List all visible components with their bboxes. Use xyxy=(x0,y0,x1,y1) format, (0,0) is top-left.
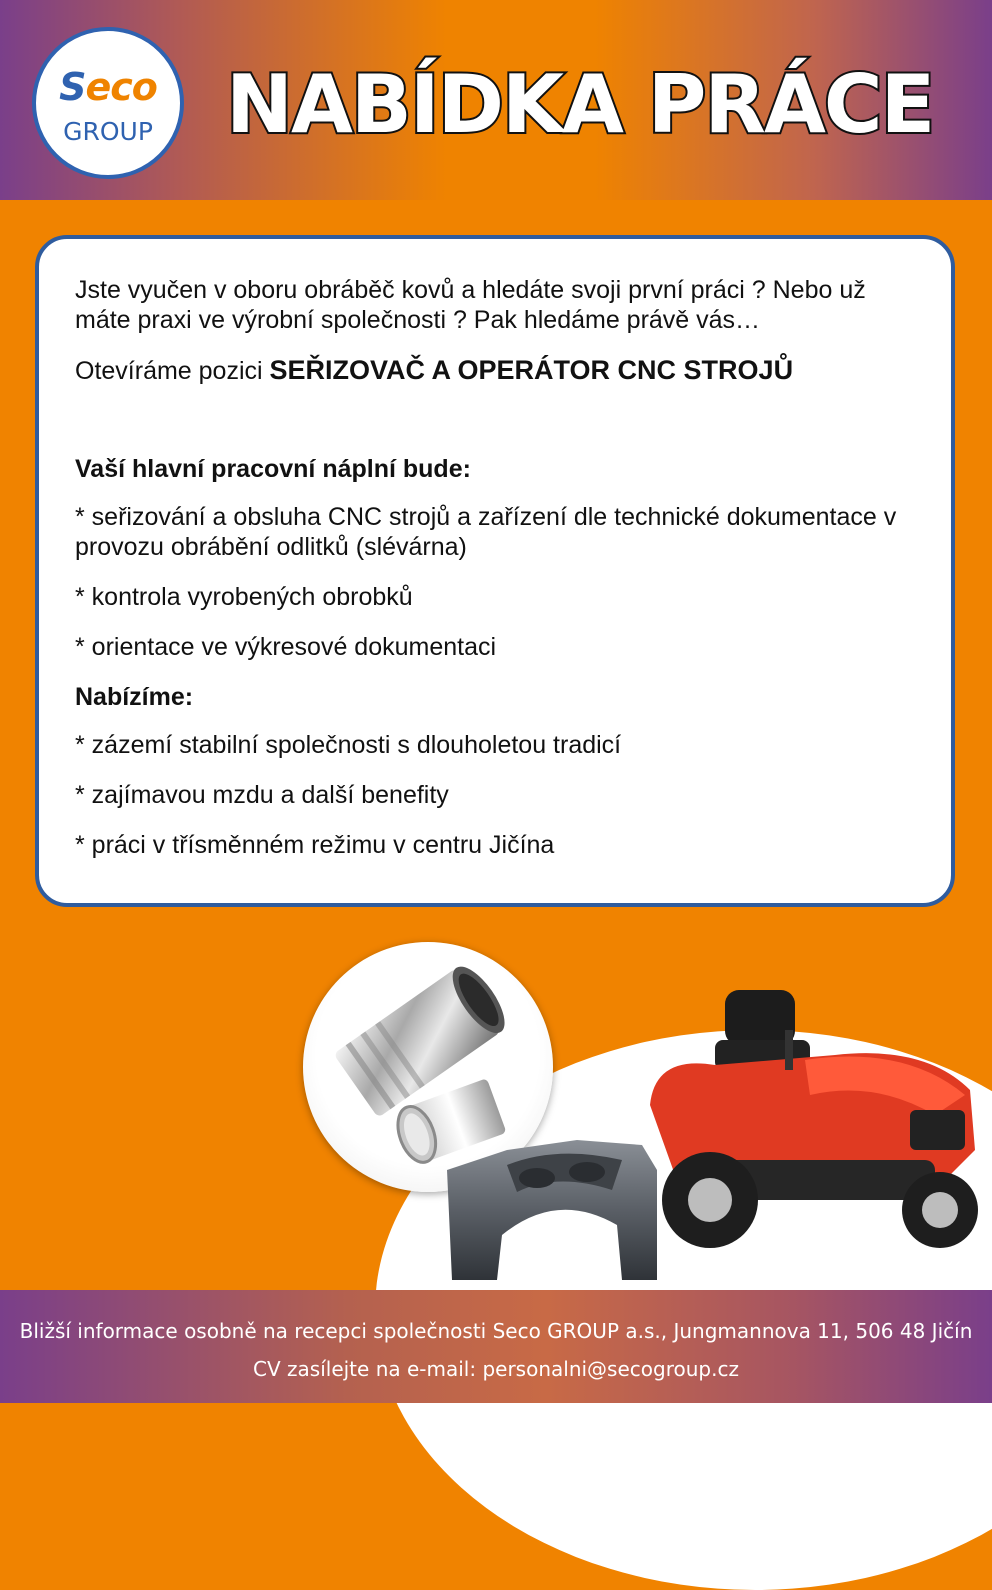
offer-item: * zajímavou mzdu a další benefity xyxy=(75,781,449,809)
footer-banner xyxy=(0,1290,992,1403)
contact-address: Bližší informace osobně na recepci společnosti Seco GROUP a.s., Jungmannova 11, 506 48 Jičín xyxy=(19,1319,973,1343)
position-line xyxy=(75,355,915,386)
offer-item: * práci v třísměnném režimu v centru Jičína xyxy=(75,831,555,859)
duties-title: Vaší hlavní pracovní náplní bude: xyxy=(75,455,471,483)
logo-wordmark: Seco xyxy=(59,65,157,109)
offer-title: Nabízíme: xyxy=(75,683,194,711)
lawn-tractor-icon xyxy=(635,985,990,1265)
page-title: NABÍDKA PRÁCE xyxy=(226,58,934,151)
header-banner xyxy=(0,0,992,200)
position-prefix: Otevíráme pozici xyxy=(75,357,270,385)
intro-text: Jste vyučen v oboru obráběč kovů a hledáte svoji první práci ? Nebo už máte praxi ve výrobní společnosti ? Pak hledáme právě vás… xyxy=(75,276,866,334)
job-description-card xyxy=(35,235,955,907)
offer-item: * zázemí stabilní společnosti s dlouholetou tradicí xyxy=(75,731,622,759)
duty-item: * seřizování a obsluha CNC strojů a zařízení dle technické dokumentace v provozu obrábění odlitků (slévárna) xyxy=(75,503,897,561)
position-name: SEŘIZOVAČ A OPERÁTOR CNC STROJŮ xyxy=(269,355,794,385)
contact-email: CV zasílejte na e-mail: personalni@secogroup.cz xyxy=(253,1357,739,1381)
seco-group-logo xyxy=(32,27,184,179)
duty-item: * kontrola vyrobených obrobků xyxy=(75,583,413,611)
duty-item: * orientace ve výkresové dokumentaci xyxy=(75,633,497,661)
logo-group-text: GROUP xyxy=(63,117,153,146)
